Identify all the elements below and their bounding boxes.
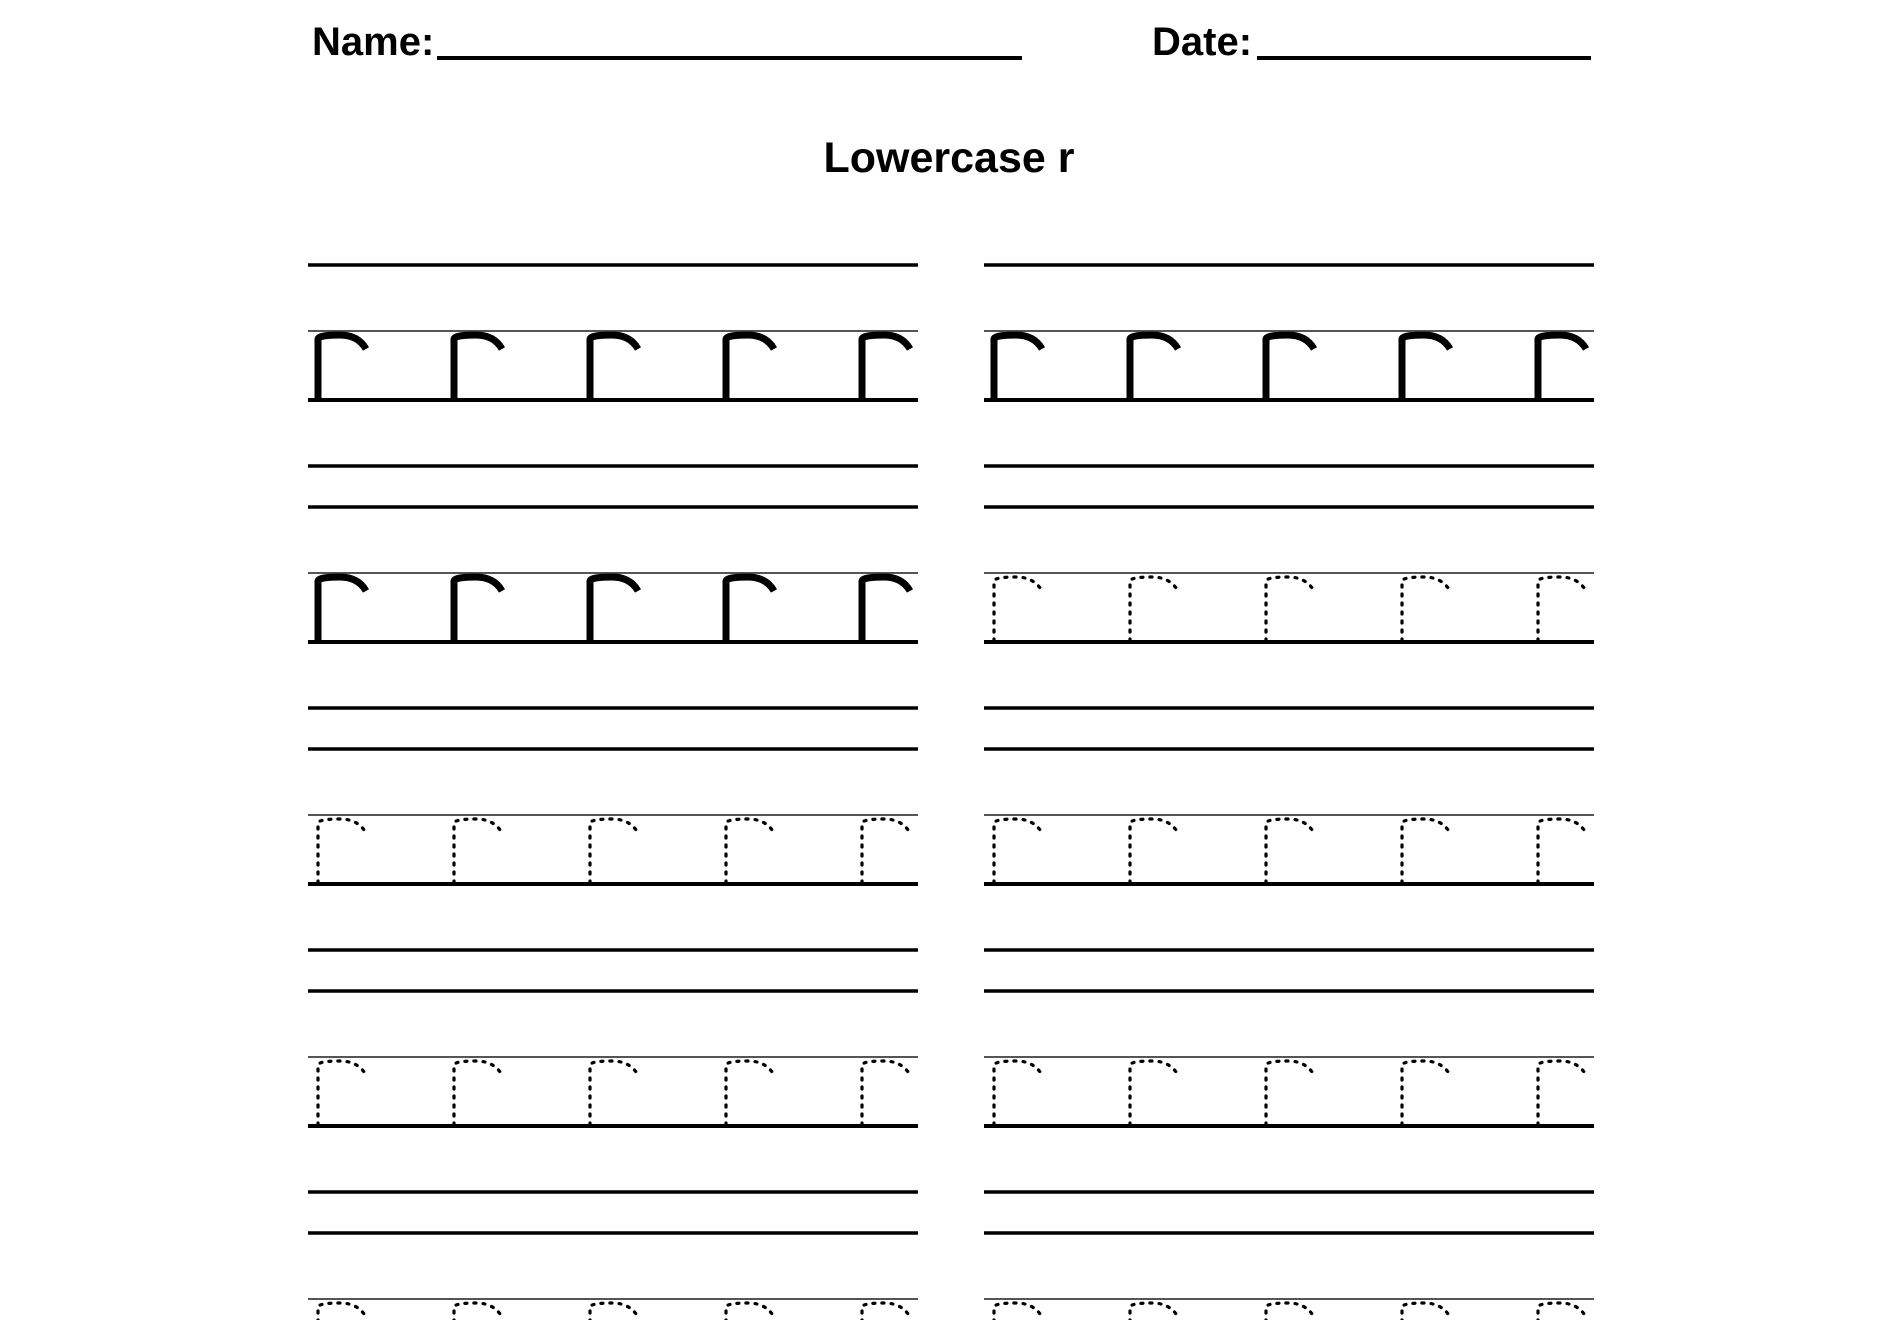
letter-r-solid bbox=[726, 335, 774, 399]
letter-r-trace bbox=[862, 819, 910, 883]
letter-r-trace bbox=[318, 1303, 366, 1320]
practice-line-4-right[interactable] bbox=[984, 991, 1594, 1192]
letter-r-trace bbox=[1538, 1061, 1586, 1125]
practice-line-5-right[interactable] bbox=[984, 1233, 1594, 1320]
letter-r-trace bbox=[1402, 1061, 1450, 1125]
practice-line-2-left[interactable] bbox=[308, 507, 918, 708]
letter-r-solid bbox=[1130, 335, 1178, 399]
letter-r-trace bbox=[454, 819, 502, 883]
letter-r-solid bbox=[1402, 335, 1450, 399]
letter-r-trace bbox=[994, 577, 1042, 641]
letter-r-trace bbox=[1130, 1303, 1178, 1320]
letter-r-solid bbox=[590, 335, 638, 399]
letter-r-trace bbox=[994, 1303, 1042, 1320]
letter-r-trace bbox=[1266, 577, 1314, 641]
page-title: Lowercase r bbox=[823, 134, 1075, 182]
letter-r-solid bbox=[454, 335, 502, 399]
practice-line-3-left[interactable] bbox=[308, 749, 918, 950]
letter-r-trace bbox=[1538, 1303, 1586, 1320]
letter-r-trace bbox=[590, 1303, 638, 1320]
letter-r-solid bbox=[1538, 335, 1586, 399]
letter-r-solid bbox=[454, 577, 502, 641]
letter-r-trace bbox=[1130, 577, 1178, 641]
letter-r-trace bbox=[454, 1303, 502, 1320]
letter-r-solid bbox=[318, 577, 366, 641]
letter-r-trace bbox=[1266, 819, 1314, 883]
letter-r-trace bbox=[726, 1061, 774, 1125]
practice-line-1-left[interactable] bbox=[308, 265, 918, 466]
letter-r-solid bbox=[1266, 335, 1314, 399]
letter-r-trace bbox=[862, 1303, 910, 1320]
letter-r-trace bbox=[1538, 577, 1586, 641]
date-label: Date: bbox=[1152, 20, 1253, 64]
letter-r-trace bbox=[454, 1061, 502, 1125]
letter-r-trace bbox=[1266, 1061, 1314, 1125]
letter-r-trace bbox=[1402, 1303, 1450, 1320]
letter-r-solid bbox=[318, 335, 366, 399]
practice-line-3-right[interactable] bbox=[984, 749, 1594, 950]
practice-line-5-left[interactable] bbox=[308, 1233, 918, 1320]
letter-r-trace bbox=[318, 819, 366, 883]
letter-r-trace bbox=[1402, 577, 1450, 641]
letter-r-trace bbox=[1266, 1303, 1314, 1320]
letter-r-trace bbox=[862, 1061, 910, 1125]
letter-r-trace bbox=[1130, 819, 1178, 883]
letter-r-solid bbox=[862, 335, 910, 399]
letter-r-trace bbox=[994, 819, 1042, 883]
practice-line-4-left[interactable] bbox=[308, 991, 918, 1192]
letter-r-trace bbox=[590, 1061, 638, 1125]
letter-r-trace bbox=[1130, 1061, 1178, 1125]
letter-r-trace bbox=[1538, 819, 1586, 883]
letter-r-solid bbox=[726, 577, 774, 641]
practice-line-1-right[interactable] bbox=[984, 265, 1594, 466]
letter-r-solid bbox=[590, 577, 638, 641]
letter-r-trace bbox=[1402, 819, 1450, 883]
letter-r-trace bbox=[994, 1061, 1042, 1125]
letter-r-solid bbox=[862, 577, 910, 641]
letter-r-trace bbox=[318, 1061, 366, 1125]
letter-r-solid bbox=[994, 335, 1042, 399]
letter-r-trace bbox=[590, 819, 638, 883]
letter-r-trace bbox=[726, 819, 774, 883]
name-label: Name: bbox=[312, 20, 435, 64]
practice-line-2-right[interactable] bbox=[984, 507, 1594, 708]
letter-r-trace bbox=[726, 1303, 774, 1320]
